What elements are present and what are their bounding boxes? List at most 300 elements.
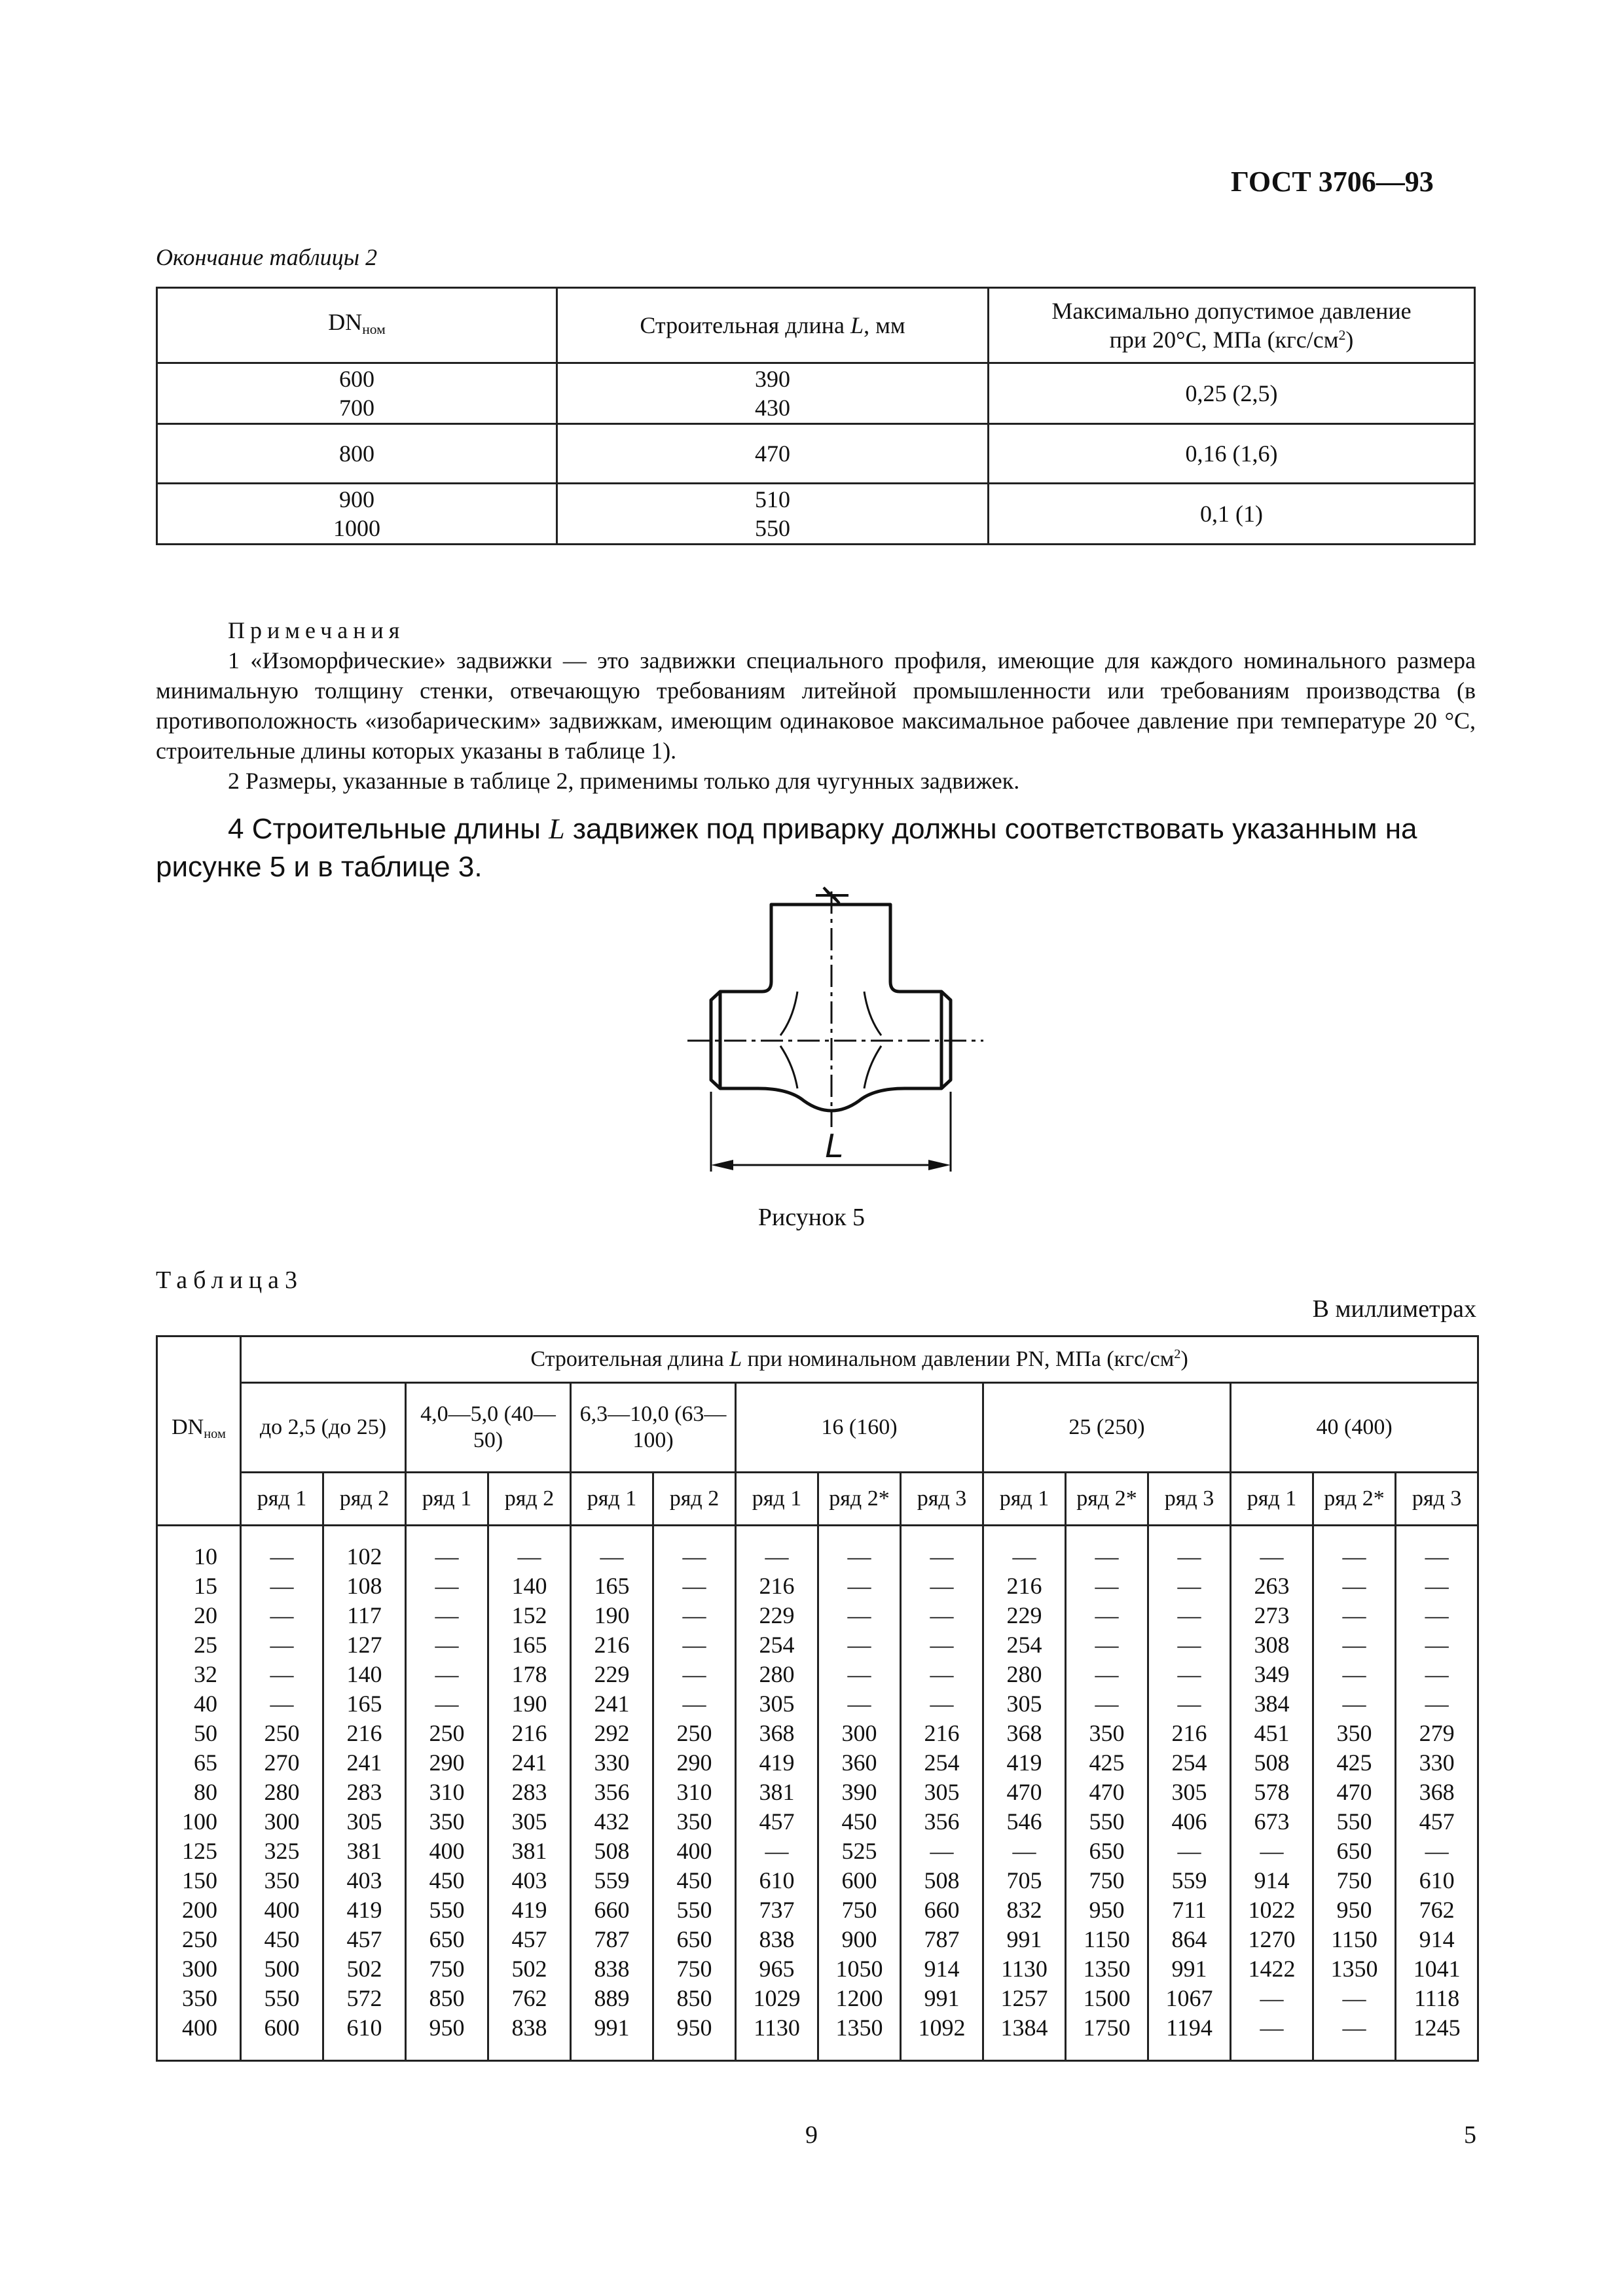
length-cell: 1194 (1148, 2013, 1231, 2061)
length-cell: — (1396, 1571, 1478, 1601)
length-cell: — (1066, 1526, 1148, 1572)
table-row (157, 1660, 1478, 1689)
length-cell: — (1148, 1660, 1231, 1689)
length-cell: 1257 (983, 1984, 1066, 2013)
length-cell: 368 (736, 1719, 818, 1748)
length-cell: 737 (736, 1895, 818, 1925)
length-cell: 263 (1231, 1571, 1313, 1601)
t3-series-header: ряд 3 (1148, 1473, 1231, 1526)
length-cell: 254 (901, 1748, 983, 1778)
length-cell: 229 (983, 1601, 1066, 1630)
length-cell: 305 (488, 1807, 571, 1837)
length-cell: 610 (323, 2013, 406, 2061)
length-cell: — (241, 1689, 323, 1719)
table-2 (156, 287, 1476, 545)
length-cell: 1067 (1148, 1984, 1231, 2013)
length-cell: 451 (1231, 1719, 1313, 1748)
length-cell: 711 (1148, 1895, 1231, 1925)
table-row (157, 1601, 1478, 1630)
length-cell: 838 (571, 1954, 653, 1984)
length-cell: 241 (323, 1748, 406, 1778)
dn-cell: 300 (157, 1954, 241, 1984)
t3-group-header: 16 (160) (736, 1383, 983, 1473)
length-cell: 457 (736, 1807, 818, 1837)
length-cell: 279 (1396, 1719, 1478, 1748)
length-cell: 140 (323, 1660, 406, 1689)
length-cell: 610 (1396, 1866, 1478, 1895)
length-cell: 1350 (1066, 1954, 1148, 1984)
length-cell: 216 (1148, 1719, 1231, 1748)
length-cell: 508 (901, 1866, 983, 1895)
length-cell: 850 (653, 1984, 736, 2013)
length-cell: 310 (406, 1778, 488, 1807)
length-cell: 280 (983, 1660, 1066, 1689)
length-cell: 508 (571, 1837, 653, 1866)
length-cell: 117 (323, 1601, 406, 1630)
length-cell: 270 (241, 1748, 323, 1778)
length-cell: 832 (983, 1895, 1066, 1925)
dn-cell: 25 (157, 1630, 241, 1660)
dn-cell: 400 (157, 2013, 241, 2061)
note-2: 2 Размеры, указанные в таблице 2, применимы только для чугунных задвижек. (228, 768, 1020, 794)
length-cell: 1022 (1231, 1895, 1313, 1925)
length-cell: 1118 (1396, 1984, 1478, 2013)
length-cell: — (488, 1526, 571, 1572)
length-cell: 403 (323, 1866, 406, 1895)
t3-series-header: ряд 1 (1231, 1473, 1313, 1526)
length-cell: 325 (241, 1837, 323, 1866)
length-cell: — (818, 1630, 901, 1660)
length-cell: 241 (571, 1689, 653, 1719)
length-cell: 1041 (1396, 1954, 1478, 1984)
length-cell: 1350 (818, 2013, 901, 2061)
table-row (157, 1630, 1478, 1660)
dn-cell: 100 (157, 1807, 241, 1837)
length-cell: 470 (1066, 1778, 1148, 1807)
length-cell: — (1066, 1660, 1148, 1689)
t3-series-header: ряд 1 (571, 1473, 653, 1526)
length-cell: 330 (571, 1748, 653, 1778)
length-cell: 470 (1313, 1778, 1396, 1807)
table-row: 600 700 390 430 0,25 (2,5) (157, 363, 1475, 424)
length-cell: — (406, 1571, 488, 1601)
length-cell: 229 (736, 1601, 818, 1630)
length-cell: 750 (406, 1954, 488, 1984)
length-cell: — (1313, 1571, 1396, 1601)
length-cell: — (241, 1601, 323, 1630)
table-row (157, 1571, 1478, 1601)
dn-cell: 350 (157, 1984, 241, 2013)
length-cell: 406 (1148, 1807, 1231, 1837)
dn-cell: 15 (157, 1571, 241, 1601)
length-cell: 305 (736, 1689, 818, 1719)
length-cell: 280 (736, 1660, 818, 1689)
length-cell: 914 (901, 1954, 983, 1984)
length-cell: 1750 (1066, 2013, 1148, 2061)
table-row (157, 1719, 1478, 1748)
t3-series-header: ряд 2 (323, 1473, 406, 1526)
length-cell: — (1148, 1630, 1231, 1660)
table-row (157, 1866, 1478, 1895)
length-cell: 787 (901, 1925, 983, 1954)
length-cell: 216 (488, 1719, 571, 1748)
dn-cell: 40 (157, 1689, 241, 1719)
document-code: ГОСТ 3706—93 (1231, 166, 1434, 198)
length-cell: — (1396, 1689, 1478, 1719)
dn-cell: 80 (157, 1778, 241, 1807)
length-cell: — (818, 1660, 901, 1689)
length-cell: 457 (1396, 1807, 1478, 1837)
length-cell: — (983, 1526, 1066, 1572)
length-cell: 216 (736, 1571, 818, 1601)
length-cell: 750 (653, 1954, 736, 1984)
table-row (157, 1526, 1478, 1572)
length-cell: 965 (736, 1954, 818, 1984)
length-cell: 350 (1313, 1719, 1396, 1748)
length-cell: — (653, 1601, 736, 1630)
length-cell: 368 (983, 1719, 1066, 1748)
length-cell: — (1396, 1526, 1478, 1572)
t3-group-header: 40 (400) (1231, 1383, 1478, 1473)
length-cell: 762 (488, 1984, 571, 2013)
length-cell: 254 (736, 1630, 818, 1660)
length-cell: — (241, 1571, 323, 1601)
length-cell: 283 (488, 1778, 571, 1807)
length-cell: 660 (571, 1895, 653, 1925)
length-cell: 546 (983, 1807, 1066, 1837)
length-cell: 457 (323, 1925, 406, 1954)
length-cell: 300 (818, 1719, 901, 1748)
length-cell: 787 (571, 1925, 653, 1954)
length-cell: 419 (488, 1895, 571, 1925)
length-cell: — (1396, 1630, 1478, 1660)
length-cell: — (406, 1630, 488, 1660)
length-cell: 300 (241, 1807, 323, 1837)
t3-series-header: ряд 1 (406, 1473, 488, 1526)
t3-group-header: 25 (250) (983, 1383, 1231, 1473)
length-cell: 190 (571, 1601, 653, 1630)
t3-series-header: ряд 3 (1396, 1473, 1478, 1526)
length-cell: — (1231, 1526, 1313, 1572)
length-cell: — (1313, 1630, 1396, 1660)
dn-cell: 20 (157, 1601, 241, 1630)
length-cell: — (1231, 1837, 1313, 1866)
length-cell: 750 (1313, 1866, 1396, 1895)
length-cell: — (1148, 1601, 1231, 1630)
length-cell: 950 (1066, 1895, 1148, 1925)
dn-cell: 125 (157, 1837, 241, 1866)
length-cell: 705 (983, 1866, 1066, 1895)
length-cell: 140 (488, 1571, 571, 1601)
length-cell: 578 (1231, 1778, 1313, 1807)
length-cell: — (1066, 1601, 1148, 1630)
length-cell: 403 (488, 1866, 571, 1895)
length-cell: 1130 (983, 1954, 1066, 1984)
table-row (157, 1895, 1478, 1925)
length-cell: 673 (1231, 1807, 1313, 1837)
t3-group-header: 4,0—5,0 (40—50) (406, 1383, 571, 1473)
length-cell: — (818, 1526, 901, 1572)
length-cell: 216 (983, 1571, 1066, 1601)
t3-group-header: 6,3—10,0 (63—100) (571, 1383, 736, 1473)
length-cell: 384 (1231, 1689, 1313, 1719)
length-cell: 1050 (818, 1954, 901, 1984)
length-cell: 991 (1148, 1954, 1231, 1984)
length-cell: 350 (406, 1807, 488, 1837)
length-cell: 950 (653, 2013, 736, 2061)
length-cell: — (241, 1660, 323, 1689)
length-cell: 419 (736, 1748, 818, 1778)
length-cell: 914 (1231, 1866, 1313, 1895)
length-cell: 1270 (1231, 1925, 1313, 1954)
length-cell: 991 (571, 2013, 653, 2061)
length-cell: — (1313, 2013, 1396, 2061)
page-number-right: 5 (1464, 2121, 1476, 2149)
length-cell: — (1148, 1689, 1231, 1719)
length-cell: 502 (488, 1954, 571, 1984)
dn-cell: 200 (157, 1895, 241, 1925)
length-cell: 650 (653, 1925, 736, 1954)
length-cell: 273 (1231, 1601, 1313, 1630)
length-cell: 305 (323, 1807, 406, 1837)
t3-series-header: ряд 2 (488, 1473, 571, 1526)
length-cell: — (241, 1526, 323, 1572)
length-cell: — (406, 1601, 488, 1630)
length-cell: 1384 (983, 2013, 1066, 2061)
length-cell: 450 (818, 1807, 901, 1837)
length-cell: 425 (1313, 1748, 1396, 1778)
t3-header-span: Строительная длина L при номинальном давлении PN, МПа $(кгс/см^2)$ (241, 1336, 1478, 1383)
length-cell: — (1066, 1689, 1148, 1719)
length-cell: 850 (406, 1984, 488, 2013)
length-cell: — (901, 1689, 983, 1719)
length-cell: 425 (1066, 1748, 1148, 1778)
length-cell: 1150 (1313, 1925, 1396, 1954)
t3-group-header: до 2,5 (до 25) (241, 1383, 406, 1473)
length-cell: — (653, 1630, 736, 1660)
length-cell: 1029 (736, 1984, 818, 2013)
length-cell: — (901, 1660, 983, 1689)
length-cell: 356 (571, 1778, 653, 1807)
length-cell: 650 (1313, 1837, 1396, 1866)
length-cell: 305 (1148, 1778, 1231, 1807)
length-cell: 889 (571, 1984, 653, 2013)
table-row (157, 1778, 1478, 1807)
length-cell: — (1066, 1571, 1148, 1601)
length-cell: — (818, 1571, 901, 1601)
length-cell: 470 (983, 1778, 1066, 1807)
length-cell: — (571, 1526, 653, 1572)
length-cell: 190 (488, 1689, 571, 1719)
length-cell: 390 (818, 1778, 901, 1807)
length-cell: 305 (901, 1778, 983, 1807)
length-cell: 165 (488, 1630, 571, 1660)
length-cell: — (901, 1601, 983, 1630)
length-cell: — (653, 1571, 736, 1601)
length-cell: 559 (1148, 1866, 1231, 1895)
length-cell: 900 (818, 1925, 901, 1954)
dn-cell: 65 (157, 1748, 241, 1778)
dn-cell: 150 (157, 1866, 241, 1895)
length-cell: 1245 (1396, 2013, 1478, 2061)
length-cell: — (1313, 1526, 1396, 1572)
length-cell: 1200 (818, 1984, 901, 2013)
length-cell: 1092 (901, 2013, 983, 2061)
length-cell: 292 (571, 1719, 653, 1748)
t3-series-header: ряд 2* (1313, 1473, 1396, 1526)
length-cell: 280 (241, 1778, 323, 1807)
length-cell: 1130 (736, 2013, 818, 2061)
length-cell: 600 (818, 1866, 901, 1895)
t3-header-dn: $DN_{ном}$ (157, 1336, 241, 1526)
length-cell: 360 (818, 1748, 901, 1778)
table-row (157, 1984, 1478, 2013)
length-cell: 241 (488, 1748, 571, 1778)
length-cell: 127 (323, 1630, 406, 1660)
length-cell: 290 (653, 1748, 736, 1778)
length-cell: — (1313, 1689, 1396, 1719)
length-cell: 750 (1066, 1866, 1148, 1895)
length-cell: — (901, 1526, 983, 1572)
length-cell: 457 (488, 1925, 571, 1954)
table2-caption: Окончание таблицы 2 (156, 244, 378, 270)
t3-series-header: ряд 2* (818, 1473, 901, 1526)
length-cell: 991 (983, 1925, 1066, 1954)
table-row: 900 1000 510 550 0,1 (1) (157, 484, 1475, 545)
length-cell: 950 (406, 2013, 488, 2061)
length-cell: — (901, 1630, 983, 1660)
table-row (157, 1837, 1478, 1866)
length-cell: 310 (653, 1778, 736, 1807)
length-cell: 1150 (1066, 1925, 1148, 1954)
length-cell: — (406, 1660, 488, 1689)
figure-dimension-label: L (825, 1127, 844, 1165)
length-cell: — (1148, 1526, 1231, 1572)
length-cell: — (406, 1689, 488, 1719)
t3-series-header: ряд 1 (983, 1473, 1066, 1526)
length-cell: 102 (323, 1526, 406, 1572)
length-cell: 165 (323, 1689, 406, 1719)
t2-header-length: Строительная длина L, мм (557, 288, 989, 363)
length-cell: 914 (1396, 1925, 1478, 1954)
length-cell: 762 (1396, 1895, 1478, 1925)
t3-series-header: ряд 1 (736, 1473, 818, 1526)
length-cell: 400 (241, 1895, 323, 1925)
table-row (157, 1748, 1478, 1778)
length-cell: 864 (1148, 1925, 1231, 1954)
length-cell: 152 (488, 1601, 571, 1630)
length-cell: — (1231, 1984, 1313, 2013)
length-cell: 349 (1231, 1660, 1313, 1689)
table-row (157, 1954, 1478, 1984)
figure-caption: Рисунок 5 (757, 1204, 866, 1231)
page-number-center: 9 (805, 2121, 818, 2149)
length-cell: 330 (1396, 1748, 1478, 1778)
dn-cell: 10 (157, 1526, 241, 1572)
length-cell: — (1396, 1837, 1478, 1866)
length-cell: 216 (571, 1630, 653, 1660)
length-cell: 419 (323, 1895, 406, 1925)
length-cell: 368 (1396, 1778, 1478, 1807)
table-row (157, 2013, 1478, 2061)
length-cell: 991 (901, 1984, 983, 2013)
length-cell: — (818, 1601, 901, 1630)
length-cell: 1500 (1066, 1984, 1148, 2013)
length-cell: 550 (1066, 1807, 1148, 1837)
length-cell: 450 (241, 1925, 323, 1954)
length-cell: 381 (488, 1837, 571, 1866)
length-cell: 450 (406, 1866, 488, 1895)
length-cell: — (736, 1837, 818, 1866)
length-cell: — (1396, 1601, 1478, 1630)
length-cell: 502 (323, 1954, 406, 1984)
dn-cell: 50 (157, 1719, 241, 1748)
length-cell: 610 (736, 1866, 818, 1895)
length-cell: — (406, 1526, 488, 1572)
length-cell: 283 (323, 1778, 406, 1807)
length-cell: 254 (1148, 1748, 1231, 1778)
length-cell: 500 (241, 1954, 323, 1984)
length-cell: 108 (323, 1571, 406, 1601)
table3-caption: Таблица3 (156, 1266, 304, 1294)
length-cell: 305 (983, 1689, 1066, 1719)
table3-unit: В миллиметрах (1312, 1295, 1476, 1323)
length-cell: 381 (323, 1837, 406, 1866)
length-cell: 350 (653, 1807, 736, 1837)
paragraph-4: 4 Строительные длины L задвижек под приварку должны соответствовать указанным на рисунке 5 и в таблице 3. (156, 813, 1417, 883)
length-cell: — (1313, 1984, 1396, 2013)
length-cell: 650 (406, 1925, 488, 1954)
length-cell: 450 (653, 1866, 736, 1895)
length-cell: — (1396, 1660, 1478, 1689)
t3-series-header: ряд 2 (653, 1473, 736, 1526)
table-row: 800 470 0,16 (1,6) (157, 424, 1475, 484)
length-cell: 525 (818, 1837, 901, 1866)
length-cell: 559 (571, 1866, 653, 1895)
length-cell: 660 (901, 1895, 983, 1925)
length-cell: 550 (1313, 1807, 1396, 1837)
length-cell: 550 (241, 1984, 323, 2013)
length-cell: 400 (406, 1837, 488, 1866)
length-cell: 356 (901, 1807, 983, 1837)
length-cell: 178 (488, 1660, 571, 1689)
length-cell: 1422 (1231, 1954, 1313, 1984)
note-1: 1 «Изоморфические» задвижки — это задвижки специального профиля, имеющие для каждого номинального размера минимальную толщину стенки, отвечающую требованиям литейной промышленности или требованиям производства (в противоположность «изобарическим» задвижкам, имеющим одинаковое максимальное рабочее давление при температуре 20 °С, строительные длины которых указаны в таблице 1). (156, 647, 1476, 764)
length-cell: 250 (653, 1719, 736, 1748)
length-cell: — (1313, 1601, 1396, 1630)
t2-header-pressure: Максимально допустимое давление при 20°С, МПа $(кгс/см^2)$ (989, 288, 1475, 363)
length-cell: 432 (571, 1807, 653, 1837)
length-cell: — (1148, 1571, 1231, 1601)
length-cell: 508 (1231, 1748, 1313, 1778)
length-cell: 350 (1066, 1719, 1148, 1748)
dn-cell: 250 (157, 1925, 241, 1954)
length-cell: 838 (736, 1925, 818, 1954)
dn-cell: 32 (157, 1660, 241, 1689)
length-cell: 250 (406, 1719, 488, 1748)
length-cell: — (901, 1837, 983, 1866)
length-cell: 229 (571, 1660, 653, 1689)
length-cell: 1350 (1313, 1954, 1396, 1984)
length-cell: 419 (983, 1748, 1066, 1778)
length-cell: — (653, 1689, 736, 1719)
length-cell: — (653, 1526, 736, 1572)
table-row (157, 1807, 1478, 1837)
table-3 (156, 1335, 1479, 2062)
length-cell: — (901, 1571, 983, 1601)
length-cell: — (818, 1689, 901, 1719)
notes-title: Примечания (228, 617, 405, 643)
